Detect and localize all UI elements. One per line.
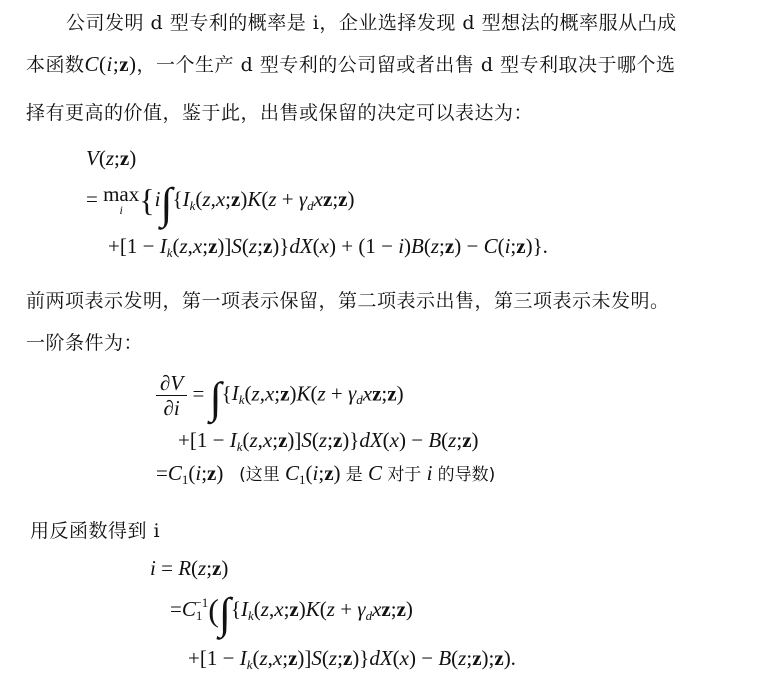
paragraph-line-2 [26, 50, 676, 77]
equation-value-line-2: $+[1 - I_k(z,x;z)]S(z;z)\}dX(x) + (1$ − i)B(z;z) − C(i;z)}. [108, 234, 548, 260]
partial-derivative-fraction: $\frac{\partial V}{\partial i}$ [156, 372, 187, 419]
cost-function-inline: C(i;z) [84, 52, 137, 76]
equation-inverse-line-1: i = R(z;z) [150, 556, 229, 580]
paragraph-line-3: 择有更高的价值，鉴于此，出售或保留的决定可以表达为： [26, 102, 534, 124]
max-operator: max i [103, 182, 140, 217]
paragraph-line-2-start: 本函数 [26, 54, 85, 76]
equation-inverse-line-3: $+[1 - I_k(z,x;z)]S(z;z)\}dX(x)$ − B(z;z);z). [188, 646, 516, 672]
equation-value-line-1: = max i {$i\int\{I_k(z,x;z)K(z$ + $\gamma_dxz;z$) [86, 179, 355, 228]
equation-foc-line-3: $=C_1(i;z)$ (这里 $C_1(i;z)$ 是 C 对于 i 的导数) [156, 461, 496, 487]
paragraph-inverse-function: 用反函数得到 i [30, 520, 161, 542]
equation-foc-line-1: $\frac{\partial V}{\partial i}$ = $\int\{I_k(z,x;z)K(z$ + $\gamma_dxz;z$) [156, 372, 404, 419]
note-suffix: 的导数) [437, 465, 496, 485]
paragraph-terms-explanation: 前两项表示发明，第一项表示保留，第二项表示出售，第三项表示未发明。 [26, 290, 670, 312]
note-is: 是 [345, 465, 363, 485]
note-prefix: (这里 [239, 465, 280, 485]
paragraph-first-order-condition: 一阶条件为： [26, 332, 144, 354]
note-to: 对于 [387, 465, 422, 485]
equation-inverse-line-2: $=C_1^{-1}(\int\{I_k(z,x;z)K(z$ + $\gamma_dxz;z$) [170, 589, 413, 638]
paragraph-line-1: 公司发明 d 型专利的概率是 i，企业选择发现 d 型想法的概率服从凸成 [66, 12, 677, 34]
paragraph-line-2-end: ，一个生产 d 型专利的公司留或者出售 d 型专利取决于哪个选 [136, 54, 676, 76]
equation-value-lhs: V(z;z) [86, 146, 137, 170]
equation-foc-line-2: $+[1 - I_k(z,x;z)]S(z;z)\}dX(x)$ − B(z;z) [178, 428, 479, 454]
